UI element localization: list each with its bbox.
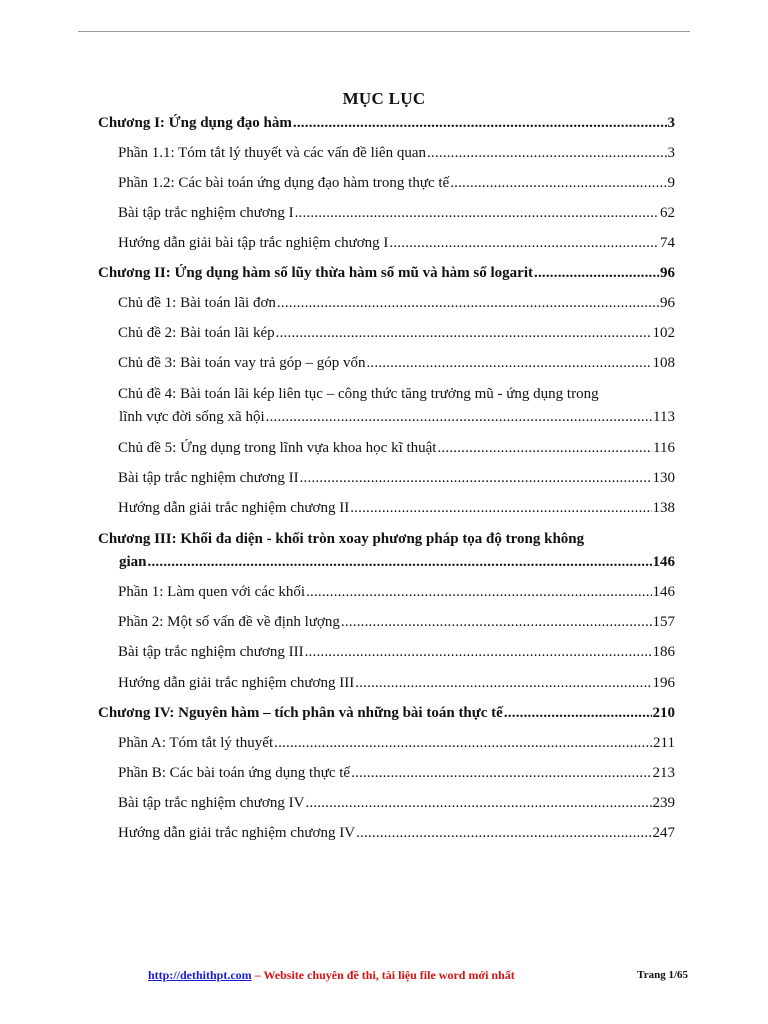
toc-entry-label: Hướng dẫn giải bài tập trắc nghiệm chương I <box>118 235 389 251</box>
page-footer <box>148 965 688 985</box>
toc-entry-label: Hướng dẫn giải trắc nghiệm chương II <box>118 500 350 516</box>
toc-entry-label: Chủ đề 1: Bài toán lãi đơn <box>118 295 276 311</box>
website-link[interactable]: http://dethithpt.com <box>148 968 252 982</box>
toc-entry-label: Phần 1.1: Tóm tắt lý thuyết và các vấn đề liên quan <box>118 145 426 161</box>
dot-leader <box>450 172 666 194</box>
toc-entry-page: 102 <box>652 325 675 341</box>
toc-entry-label: Chủ đề 2: Bài toán lãi kép <box>118 325 275 341</box>
dot-leader <box>351 762 651 784</box>
dot-leader <box>293 112 667 134</box>
page-indicator: Trang 1/65 <box>637 969 688 981</box>
dot-leader <box>148 551 652 573</box>
toc-entry-label: Phần 1: Làm quen với các khối <box>118 584 306 600</box>
toc-entry[interactable] <box>118 352 675 374</box>
toc-entry[interactable] <box>118 497 675 519</box>
dot-leader <box>306 581 651 603</box>
toc-entry-page: 196 <box>652 675 675 691</box>
toc-entry[interactable] <box>118 732 675 754</box>
toc-entry-label: Chương II: Ứng dụng hàm số lũy thừa hàm số mũ và hàm số logarit <box>98 265 533 281</box>
toc-entry[interactable] <box>118 322 675 344</box>
dot-leader <box>389 232 659 254</box>
toc-entry-label: Bài tập trắc nghiệm chương II <box>118 470 299 486</box>
toc-entry-page: 211 <box>653 735 675 751</box>
dot-leader <box>355 672 651 694</box>
toc-entry-page: 3 <box>667 145 675 161</box>
dot-leader <box>504 702 652 724</box>
toc-entry-label: Chủ đề 3: Bài toán vay trả góp – góp vốn <box>118 355 366 371</box>
toc-chapter-1[interactable] <box>98 112 675 134</box>
toc-entry-label: Chủ đề 5: Ứng dụng trong lĩnh vựa khoa học kĩ thuật <box>118 440 437 456</box>
toc-entry[interactable] <box>118 641 675 663</box>
toc-entry-label: Phần 1.2: Các bài toán ứng dụng đạo hàm trong thực tế <box>118 175 450 191</box>
toc-entry-page: 108 <box>652 355 675 371</box>
toc-entry-page: 3 <box>667 115 675 131</box>
toc-entry-page: 157 <box>652 614 675 630</box>
toc-chapter-3[interactable] <box>98 528 675 550</box>
toc-entry-label: Phần B: Các bài toán ứng dụng thực tế <box>118 765 351 781</box>
toc-entry-page: 213 <box>652 765 675 781</box>
toc-chapter-2[interactable] <box>98 262 675 284</box>
toc-entry-page: 146 <box>652 584 675 600</box>
toc-entry-label: Hướng dẫn giải trắc nghiệm chương IV <box>118 825 356 841</box>
toc-entry-page: 74 <box>660 235 675 251</box>
toc-entry-label-continued: gian <box>119 554 147 570</box>
dot-leader <box>295 202 659 224</box>
toc-entry[interactable] <box>118 202 675 224</box>
dot-leader <box>427 142 667 164</box>
dot-leader <box>534 262 659 284</box>
toc-chapter-3-continuation[interactable] <box>119 551 675 573</box>
toc-entry-label: Bài tập trắc nghiệm chương I <box>118 205 294 221</box>
toc-entry[interactable] <box>118 467 675 489</box>
dot-leader <box>305 641 652 663</box>
toc-title: MỤC LỤC <box>342 89 426 108</box>
dot-leader <box>356 822 651 844</box>
toc-entry[interactable] <box>118 611 675 633</box>
toc-entry-continuation[interactable] <box>119 406 675 428</box>
dot-leader <box>437 437 652 459</box>
toc-entry-multiline[interactable] <box>118 383 675 405</box>
toc-entry-label: Phần A: Tóm tắt lý thuyết <box>118 735 274 751</box>
toc-entry-page: 239 <box>652 795 675 811</box>
toc-entry-label: Phần 2: Một số vấn đề về định lượng <box>118 614 340 630</box>
toc-entry-label: Chương IV: Nguyên hàm – tích phân và những bài toán thực tế <box>98 705 503 721</box>
toc-chapter-4[interactable] <box>98 702 675 724</box>
toc-entry-page: 210 <box>652 705 675 721</box>
dot-leader <box>266 406 652 428</box>
footer-tagline: – Website chuyên đề thi, tài liệu file word mới nhất <box>251 968 515 982</box>
toc-entry-label: Bài tập trắc nghiệm chương IV <box>118 795 305 811</box>
dot-leader <box>366 352 651 374</box>
toc-entry-label: Chương III: Khối đa diện - khối tròn xoay phương pháp tọa độ trong không <box>98 531 585 547</box>
toc-entry-label: Chủ đề 4: Bài toán lãi kép liên tục – công thức tăng trưởng mũ - ứng dụng trong <box>118 386 599 402</box>
dot-leader <box>300 467 652 489</box>
toc-entry-label: Hướng dẫn giải trắc nghiệm chương III <box>118 675 355 691</box>
toc-entry-label: Chương I: Ứng dụng đạo hàm <box>98 115 292 131</box>
dot-leader <box>274 732 652 754</box>
toc-entry-page: 146 <box>652 554 675 570</box>
toc-entry-page: 138 <box>652 500 675 516</box>
toc-entry-label: Bài tập trắc nghiệm chương III <box>118 644 304 660</box>
toc-entry[interactable] <box>118 792 675 814</box>
dot-leader <box>276 322 652 344</box>
toc-entry-page: 96 <box>660 295 675 311</box>
toc-entry-page: 130 <box>652 470 675 486</box>
toc-entry-page: 62 <box>660 205 675 221</box>
dot-leader <box>350 497 651 519</box>
toc-entry[interactable] <box>118 172 675 194</box>
toc-entry[interactable] <box>118 437 675 459</box>
toc-entry-page: 116 <box>653 440 675 456</box>
dot-leader <box>277 292 659 314</box>
toc-entry[interactable] <box>118 292 675 314</box>
toc-entry-label-continued: lĩnh vực đời sống xã hội <box>119 409 265 425</box>
toc-entry[interactable] <box>118 142 675 164</box>
toc-entry[interactable] <box>118 581 675 603</box>
toc-entry[interactable] <box>118 762 675 784</box>
toc-entry[interactable] <box>118 822 675 844</box>
toc-entry-page: 113 <box>653 409 675 425</box>
toc-entry[interactable] <box>118 672 675 694</box>
toc-entry[interactable] <box>118 232 675 254</box>
toc-entry-page: 9 <box>667 175 675 191</box>
toc-entry-page: 96 <box>660 265 675 281</box>
toc-entry-page: 247 <box>652 825 675 841</box>
toc-entry-page: 186 <box>652 644 675 660</box>
dot-leader <box>341 611 652 633</box>
dot-leader <box>305 792 651 814</box>
